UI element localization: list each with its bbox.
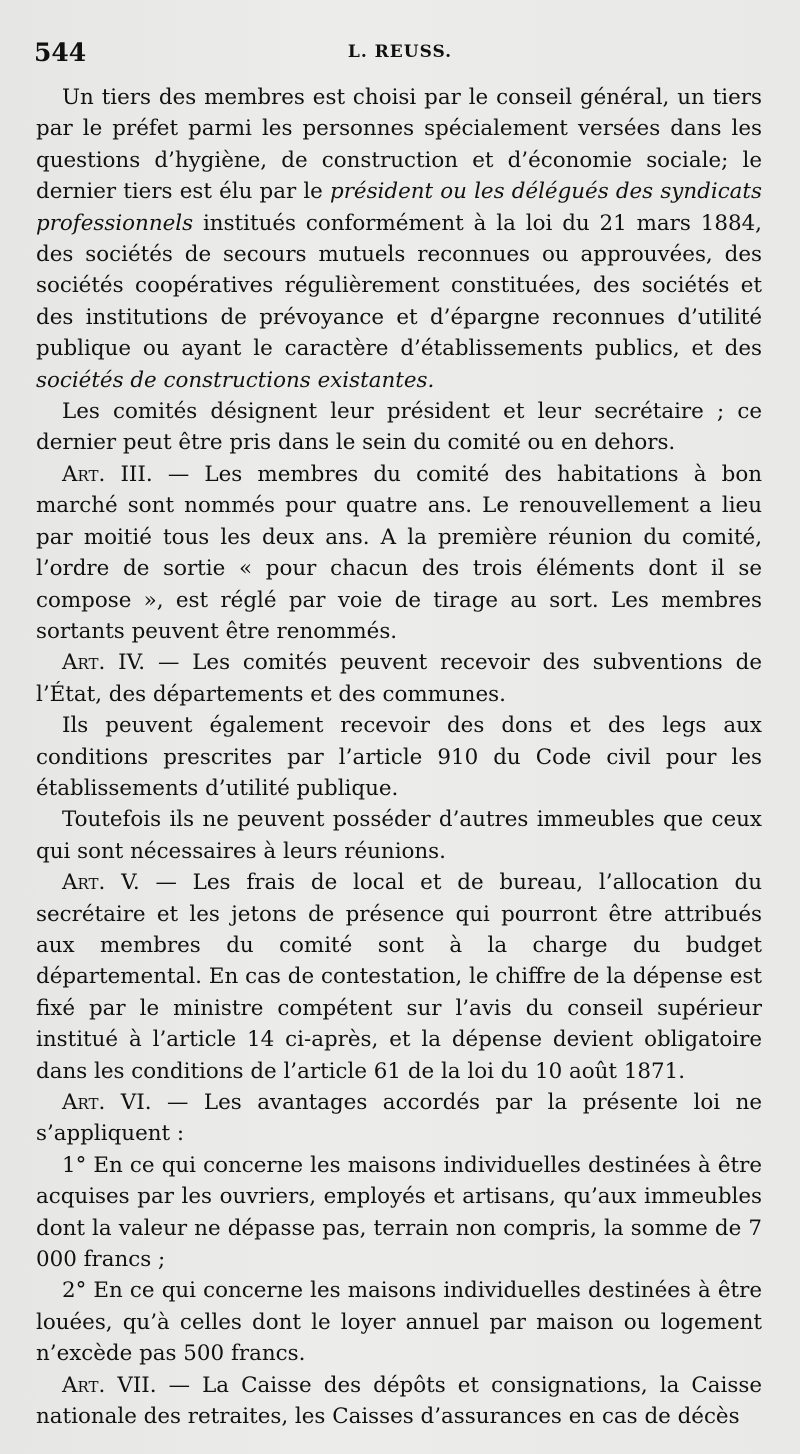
italic-text: président ou les délégués des syndicats professionnels bbox=[36, 179, 762, 236]
text-run: Un tiers des membres est choisi par le conseil général, un tiers par le préfet parmi les personnes spécialement versées dans les questions d’hygiène, de construction et d’économie sociale; le dernier tiers est élu par le bbox=[36, 85, 762, 205]
paragraph bbox=[36, 647, 762, 710]
text-run: 1° En ce qui concerne les maisons individuelles destinées à être acquises par les ouvriers, employés et artisans, qu’aux immeubles dont la valeur ne dépasse pas, terrain non compris, la somme de 7 000 francs ; bbox=[36, 1152, 762, 1273]
text-run: — Les frais de local et de bureau, l’allocation du secrétaire et les jetons de présence qui pourront être attribués aux membres du comité sont à la charge du budget départemental. En cas de contestation, le chiffre de la dépense est fixé par le ministre compétent sur l’avis du conseil supérieur institué à l’article 14 ci-après, et la dépense devient obligatoire dans les conditions de l’article 61 de la loi du 10 août 1871. bbox=[36, 870, 763, 1084]
paragraph bbox=[36, 1275, 762, 1369]
text-run: — La Caisse des dépôts et consignations, la Caisse nationale des retraites, les Caisses d’assurances en cas de décès bbox=[36, 1372, 762, 1430]
paragraph bbox=[36, 82, 762, 396]
text-run: — Les membres du comité des habitations à bon marché sont nommés pour quatre ans. Le renouvellement a lieu par moitié tous les deux ans. A la première réunion du comité, l’ordre de sortie « pour chacun des trois éléments dont il se compose », est réglé par voie de tirage au sort. Les membres sortants peuvent être renommés. bbox=[36, 461, 762, 644]
article-heading: Art. VI. bbox=[62, 1090, 152, 1115]
text-run: 2° En ce qui concerne les maisons individuelles destinées à être louées, qu’à celles dont le loyer annuel par maison ou logement n’excède pas 500 francs. bbox=[36, 1278, 762, 1367]
paragraph bbox=[36, 1087, 762, 1150]
article-heading: Art. III. bbox=[62, 461, 153, 487]
body-text bbox=[36, 82, 762, 1432]
text-run: Ils peuvent également recevoir des dons et des legs aux conditions prescrites par l’article 910 du Code civil pour les établissements d’utilité publique. bbox=[36, 713, 762, 801]
text-run: institués conformément à la loi du 21 mars 1884, des sociétés de secours mutuels reconnues ou approuvées, des sociétés coopératives régulièrement constituées, des sociétés et des institutions de prévoyance et d’épargne reconnues d’utilité publique ou ayant le caractère d’établissements publics, et des bbox=[36, 210, 762, 362]
article-heading: Art. IV. bbox=[62, 650, 146, 676]
paragraph bbox=[36, 804, 762, 867]
paragraph bbox=[36, 396, 762, 459]
paragraph bbox=[36, 1150, 762, 1276]
running-head: L. REUSS. bbox=[347, 42, 453, 62]
text-run: Toutefois ils ne peuvent posséder d’autres immeubles que ceux qui sont nécessaires à leurs réunions. bbox=[36, 807, 762, 864]
paragraph bbox=[36, 867, 762, 1087]
page-number: 544 bbox=[34, 38, 87, 67]
paragraph bbox=[36, 710, 762, 804]
paragraph bbox=[36, 1370, 762, 1433]
text-run: — Les avantages accordés par la présente loi ne s’appliquent : bbox=[36, 1090, 763, 1147]
italic-text: sociétés de constructions existantes. bbox=[36, 367, 435, 393]
article-heading: Art. V. bbox=[62, 870, 140, 896]
paragraph bbox=[36, 459, 762, 647]
text-run: Les comités désignent leur président et leur secrétaire ; ce dernier peut être pris dans le sein du comité ou en dehors. bbox=[36, 399, 762, 456]
text-run: — Les comités peuvent recevoir des subventions de l’État, des départements et des communes. bbox=[36, 650, 762, 707]
page-header bbox=[34, 38, 766, 72]
article-heading: Art. VII. bbox=[62, 1372, 157, 1398]
